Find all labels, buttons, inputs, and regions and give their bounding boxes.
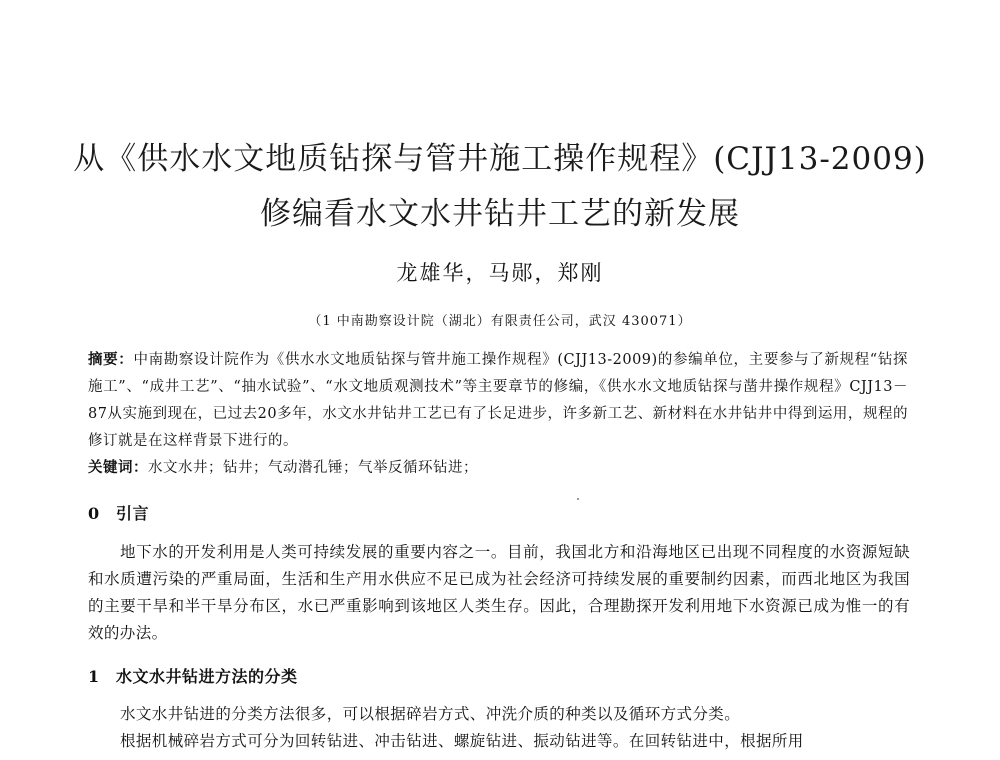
section-number-1: 1	[88, 667, 100, 686]
section-number-0: 0	[88, 504, 100, 523]
keywords-label: 关键词：	[88, 459, 148, 476]
section-0-paragraph: 地下水的开发利用是人类可持续发展的重要内容之一。目前，我国北方和沿海地区已出现不同程度的水资源短缺和水质遭污染的严重局面，生活和生产用水供应不足已成为社会经济可持续发展的重要制约因素，而西北地区为我国的主要干旱和半干旱分布区，水已严重影响到该地区人类生存。因此，合理勘探开发利用地下水资源已成为惟一的有效的办法。	[88, 543, 910, 642]
authors: 龙雄华，马郧，郑刚	[396, 261, 604, 285]
scan-speck	[577, 498, 579, 500]
keywords-text: 水文水井；钻井；气动潜孔锤；气举反循环钻进；	[148, 460, 478, 476]
section-heading-0	[88, 501, 149, 524]
section-1-paragraph-2: 根据机械碎岩方式可分为回转钻进、冲击钻进、螺旋钻进、振动钻进等。在回转钻进中，根据所用	[120, 732, 804, 750]
section-1-paragraph-1: 水文水井钻进的分类方法很多，可以根据碎岩方式、冲洗介质的种类以及循环方式分类。	[120, 705, 741, 723]
title-line-2: 修编看水文水井钻井工艺的新发展	[260, 196, 740, 232]
section-heading-1	[88, 664, 298, 687]
section-title-1: 水文水井钻进方法的分类	[116, 667, 298, 686]
title-line-1: 从《供水水文地质钻探与管井施工操作规程》(CJJ13-2009)	[73, 141, 927, 177]
abstract	[88, 346, 908, 455]
affiliation: （1 中南勘察设计院（湖北）有限责任公司，武汉 430071）	[308, 314, 692, 329]
abstract-text: 中南勘察设计院作为《供水水文地质钻探与管井施工操作规程》(CJJ13-2009)的参编单位，主要参与了新规程“钻探施工”、“成井工艺”、“抽水试验”、“水文地质观测技术”等主要章节的修编，《供水水文地质钻探与凿井操作规程》CJJ13－87从实施到现在，已过去20多年，水文水井钻井工艺已有了长足进步，许多新工艺、新材料在水井钻井中得到运用，规程的修订就是在这样背景下进行的。	[88, 352, 909, 449]
keywords	[88, 454, 908, 482]
abstract-label: 摘要：	[88, 351, 134, 368]
section-title-0: 引言	[116, 504, 150, 523]
